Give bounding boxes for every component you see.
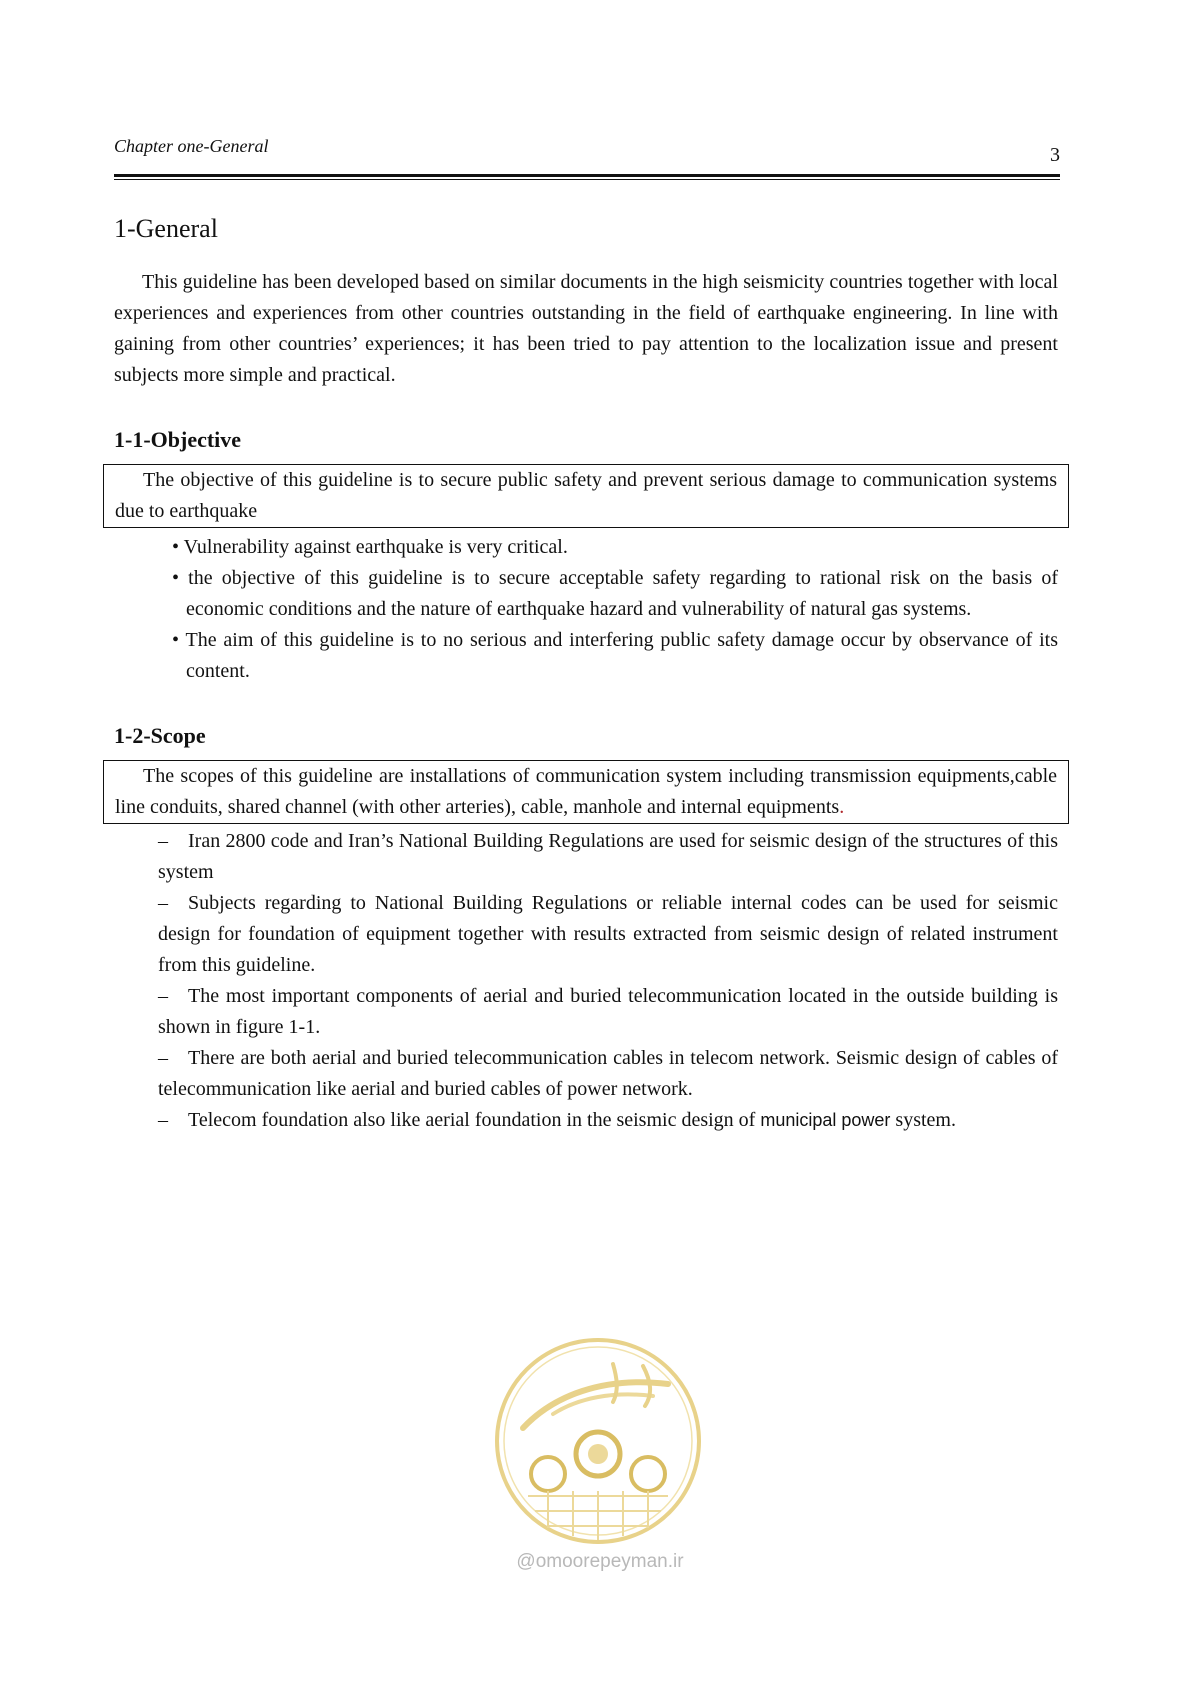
scope-box-text: The scopes of this guideline are installations of communication system including transmission equipments,cable line conduits, shared channel (with other arteries), cable, manhole and internal equipments. bbox=[115, 765, 1057, 818]
list-item: – Iran 2800 code and Iran’s National Building Regulations are used for seismic design of the structures of this system bbox=[158, 826, 1058, 888]
dash-icon: – bbox=[158, 1109, 168, 1131]
dash-icon: – bbox=[158, 1047, 168, 1069]
list-item: – The most important components of aerial and buried telecommunication located in the outside building is shown in figure 1-1. bbox=[158, 981, 1058, 1043]
objective-bullet-list bbox=[114, 532, 1058, 687]
list-item: • the objective of this guideline is to secure acceptable safety regarding to rational risk on the basis of economic conditions and the nature of earthquake hazard and vulnerability of natural gas systems. bbox=[172, 567, 1058, 620]
dash-icon: – bbox=[158, 892, 168, 914]
section-scope-title: 1-2-Scope bbox=[114, 723, 206, 748]
dash-icon: – bbox=[158, 985, 168, 1007]
list-item: – There are both aerial and buried telecommunication cables in telecom network. Seismic design of cables of telecommunication like aerial and buried cables of power network. bbox=[158, 1043, 1058, 1105]
header-rule-thick bbox=[114, 174, 1060, 177]
section-objective-title: 1-1-Objective bbox=[114, 427, 242, 452]
watermark-text: @omoorepeyman.ir bbox=[516, 1551, 684, 1572]
list-item: – Telecom foundation also like aerial foundation in the seismic design of municipal power system. bbox=[158, 1105, 1058, 1136]
scope-dash-list bbox=[114, 826, 1058, 1136]
list-item: • The aim of this guideline is to no serious and interfering public safety damage occur by observance of its content. bbox=[172, 629, 1058, 682]
page-number: 3 bbox=[1050, 144, 1060, 166]
objective-box-text: The objective of this guideline is to secure public safety and prevent serious damage to communication systems due to earthquake bbox=[115, 469, 1057, 522]
page-content bbox=[114, 212, 1058, 1136]
page-header bbox=[114, 136, 1060, 180]
bullet-icon: • bbox=[172, 536, 180, 558]
bullet-icon: • bbox=[172, 567, 180, 589]
dash-icon: – bbox=[158, 830, 168, 852]
watermark-seal-icon bbox=[493, 1336, 703, 1546]
bullet-icon: • bbox=[172, 629, 180, 651]
section-general-paragraph: This guideline has been developed based on similar documents in the high seismicity countries together with local experiences and experiences from other countries outstanding in the field of earthquake engineering. In line with gaining from other countries’ experiences; it has been tried to pay attention to the localization issue and present subjects more simple and practical. bbox=[114, 271, 1058, 386]
list-item: • Vulnerability against earthquake is very critical. bbox=[172, 536, 568, 558]
objective-box bbox=[103, 464, 1069, 528]
section-general-title: 1-General bbox=[114, 214, 218, 243]
header-rule-thin bbox=[114, 179, 1060, 180]
scope-box bbox=[103, 760, 1069, 824]
chapter-title: Chapter one-General bbox=[114, 136, 269, 156]
list-item: – Subjects regarding to National Building Regulations or reliable internal codes can be used for seismic design for foundation of equipment together with results extracted from seismic design of related instrument from this guideline. bbox=[158, 888, 1058, 981]
